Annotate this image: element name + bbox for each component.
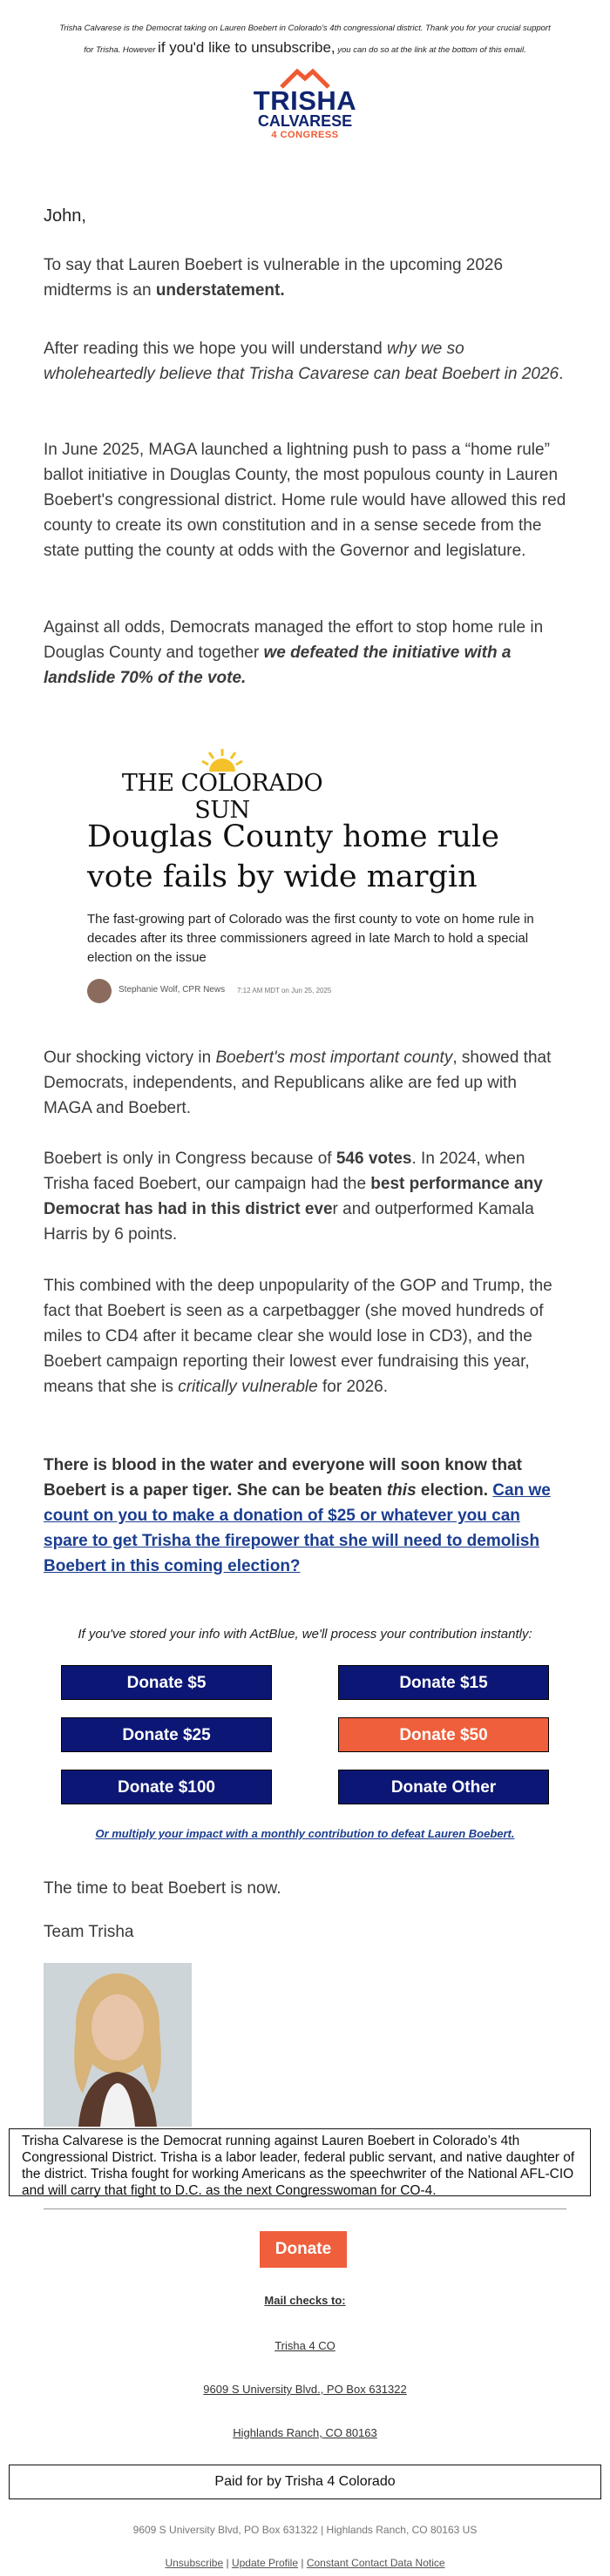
- preheader-unsubscribe-text: if you'd like to unsubscribe,: [158, 39, 336, 56]
- donate-25-button[interactable]: Donate $25: [61, 1717, 272, 1752]
- p1-text: To say that Lauren Boebert is vulnerable in the upcoming 2026 midterms is an: [44, 256, 504, 300]
- footer-donate-button[interactable]: Donate: [260, 2231, 347, 2268]
- mail-checks-heading: Mail checks to:: [264, 2294, 346, 2307]
- p5-end: , showed that Democrats, independents, and Republicans alike are fed up with MAGA and Boebert.: [44, 1049, 552, 1117]
- p4-bold-italic-2: 70% of the vote.: [119, 669, 247, 687]
- separator: |: [301, 2557, 304, 2569]
- unsubscribe-link[interactable]: Unsubscribe: [165, 2557, 224, 2569]
- p2-text: After reading this we hope you will understand: [44, 340, 387, 358]
- p8-italic: this: [386, 1481, 417, 1500]
- paragraph-7: [44, 1273, 566, 1399]
- donate-ask-link[interactable]: Can we count on you to make a donation of $25 or whatever you can spare to get Trisha the firepower that she will need to demolish Boebert in this coming election?: [44, 1481, 551, 1575]
- divider: [44, 2208, 566, 2209]
- p4-bold-italic: we defeated the initiative with a landslide: [44, 644, 512, 687]
- paragraph-1: [44, 253, 566, 303]
- p2-italic: why we so wholeheartedly believe that Trisha Cavarese can beat Boebert in 2026: [44, 340, 559, 383]
- author-avatar: [87, 979, 112, 1003]
- paragraph-4: [44, 615, 566, 691]
- mail-street[interactable]: 9609 S University Blvd., PO Box 631322: [203, 2383, 407, 2396]
- actblue-note: If you've stored your info with ActBlue, we'll process your contribution instantly:: [78, 1627, 532, 1642]
- logo-name-first: TRISHA: [253, 85, 357, 116]
- p8-text-2: election.: [416, 1481, 493, 1500]
- paragraph-3: [44, 437, 566, 563]
- article-byline: [87, 979, 453, 1005]
- article-masthead[interactable]: [96, 747, 349, 824]
- article-subhead: The fast-growing part of Colorado was the first county to vote on home rule in decades after its three commissioners agreed in late March to hold a special election on the issue: [87, 912, 534, 965]
- logo-name-last: CALVARESE: [257, 112, 353, 130]
- article-headline[interactable]: Douglas County home rule vote fails by wide margin: [87, 819, 499, 894]
- footer-legal-links: [0, 2557, 610, 2569]
- p8-text: There is blood in the water and everyone will soon know that Boebert is a paper tiger. She can be beaten: [44, 1456, 522, 1500]
- update-profile-link[interactable]: Update Profile: [231, 2557, 298, 2569]
- preheader-line2c: you can do so at the link at the bottom of this email.: [337, 45, 526, 55]
- campaign-logo: [244, 68, 366, 162]
- p5-text: Our shocking victory in: [44, 1049, 216, 1067]
- preheader-line2a: for Trisha. However: [84, 45, 156, 55]
- preheader: [42, 19, 568, 60]
- p5-italic: Boebert's most important county: [215, 1049, 453, 1067]
- preheader-line1: Trisha Calvarese is the Democrat taking on Lauren Boebert in Colorado's 4th congressional district. Thank you for your crucial support: [59, 24, 551, 33]
- paragraph-8: [44, 1453, 566, 1579]
- candidate-photo: [44, 1963, 192, 2127]
- donate-other-button[interactable]: Donate Other: [338, 1770, 549, 1804]
- candidate-portrait-image: [44, 1963, 192, 2127]
- p6-end: r and outperformed Kamala Harris by 6 points.: [44, 1200, 534, 1244]
- p6-text-2: . In 2024, when Trisha faced Boebert, our campaign had the: [44, 1150, 525, 1193]
- paragraph-5: [44, 1045, 566, 1121]
- donate-15-button[interactable]: Donate $15: [338, 1665, 549, 1700]
- article-date: 7:12 AM MDT on Jun 25, 2025: [237, 987, 332, 995]
- donate-100-button[interactable]: Donate $100: [61, 1770, 272, 1804]
- footer-address: 9609 S University Blvd, PO Box 631322 | Highlands Ranch, CO 80163 US: [132, 2524, 478, 2536]
- signoff: Team Trisha: [44, 1923, 134, 1941]
- donate-50-button[interactable]: Donate $50: [338, 1717, 549, 1752]
- p4-text: Against all odds, Democrats managed the effort to stop home rule in Douglas County and together: [44, 618, 544, 662]
- paragraph-2: [44, 336, 566, 387]
- greeting: John,: [44, 206, 86, 226]
- p7-italic: critically vulnerable: [178, 1378, 318, 1396]
- logo-tagline: 4 CONGRESS: [271, 130, 339, 140]
- monthly-donation-link[interactable]: Or multiply your impact with a monthly contribution to defeat Lauren Boebert.: [95, 1827, 515, 1840]
- donate-5-button[interactable]: Donate $5: [61, 1665, 272, 1700]
- p3-text: In June 2025, MAGA launched a lightning push to pass a “home rule” ballot initiative in Douglas County, the most populous county in Lauren Boebert's congressional district. Home rule would have allowed this red county to create its own constitution and in a sense secede from the state putting the county at odds with the Governor and legislature.: [44, 441, 566, 560]
- data-notice-link[interactable]: Constant Contact Data Notice: [306, 2557, 445, 2569]
- p6-bold-performance: best performance any Democrat has had in this district eve: [44, 1175, 543, 1218]
- p6-bold-votes: 546 votes: [336, 1150, 412, 1168]
- candidate-bio: Trisha Calvarese is the Democrat running against Lauren Boebert in Colorado’s 4th Congressional District. Trisha is a labor leader, federal public servant, and native daughter of the district. Trisha fought for working Americans as the speechwriter of the National AFL-CIO and will carry that fight to D.C. as the next Congresswoman for CO-4.: [9, 2128, 591, 2196]
- separator: |: [226, 2557, 229, 2569]
- p2-end: .: [559, 365, 564, 383]
- author-name: Stephanie Wolf, CPR News: [119, 985, 226, 995]
- mail-city[interactable]: Highlands Ranch, CO 80163: [233, 2426, 377, 2439]
- paid-for-disclaimer: Paid for by Trisha 4 Colorado: [9, 2465, 601, 2499]
- p7-end: for 2026.: [317, 1378, 388, 1396]
- p6-text: Boebert is only in Congress because of: [44, 1150, 336, 1168]
- publication-name: THE COLORADO SUN: [121, 770, 323, 824]
- mail-payee[interactable]: Trisha 4 CO: [274, 2339, 336, 2352]
- p7-text: This combined with the deep unpopularity of the GOP and Trump, the fact that Boebert is seen as a carpetbagger (she moved hundreds of miles to CD4 after it became clear she would lose in CD3), and the Boebert campaign reporting their lowest ever fundraising this year, means that she is: [44, 1277, 552, 1396]
- paragraph-6: [44, 1146, 566, 1247]
- closing-line: The time to beat Boebert is now.: [44, 1879, 281, 1898]
- p1-bold: understatement.: [155, 281, 285, 300]
